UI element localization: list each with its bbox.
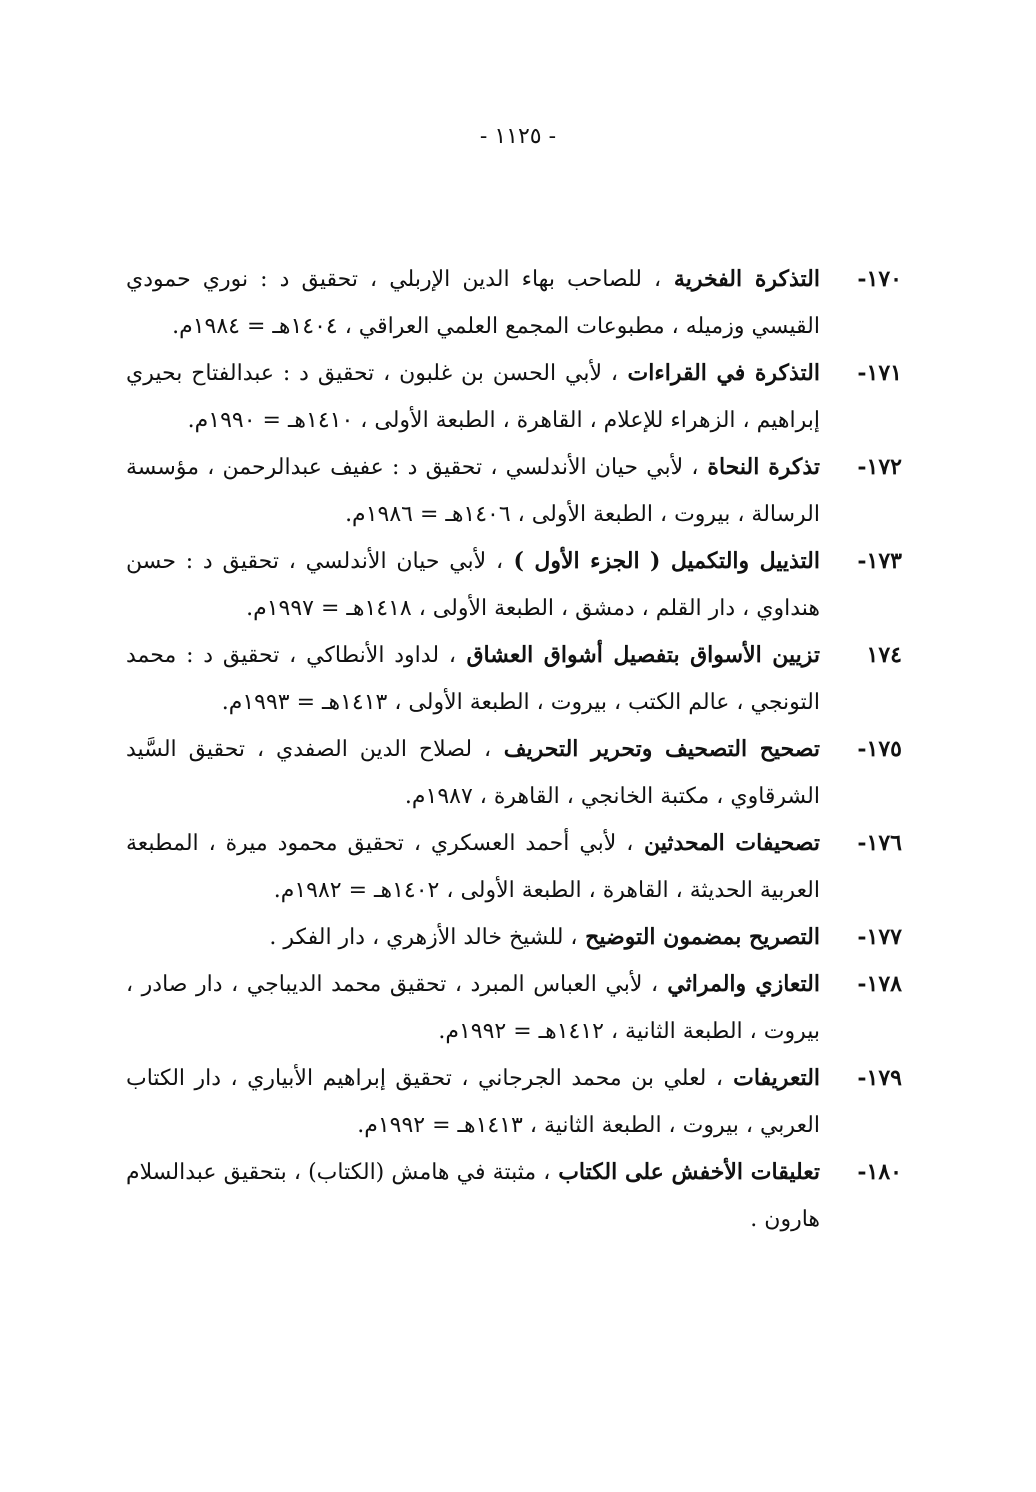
entry-number: ١٧٧-: [857, 924, 902, 950]
entry-number: ١٧٩-: [857, 1065, 902, 1091]
bibliography-entry: [126, 538, 902, 632]
bibliography-entry: [126, 914, 902, 961]
entry-number: ١٧٣-: [857, 548, 902, 574]
entry-title: تصحيفات المحدثين: [633, 830, 820, 856]
entry-title: تذكرة النحاة: [698, 454, 821, 480]
bibliography-entry: [126, 444, 902, 538]
entry-title: التصريح بمضمون التوضيح: [577, 924, 820, 950]
bibliography-entry: [126, 820, 902, 914]
entry-details: ، لأبي العباس المبرد ، تحقيق محمد الديباجي ، دار صادر ، بيروت ، الطبعة الثانية ، ١٤١٢هـ = ١٩٩٢م.: [126, 972, 820, 1044]
entry-details: ، لأبي الحسن بن غلبون ، تحقيق د : عبدالفتاح بحيري إبراهيم ، الزهراء للإعلام ، القاهرة ، الطبعة الأولى ، ١٤١٠هـ = ١٩٩٠م.: [126, 361, 820, 433]
entry-details: ، لصلاح الدين الصفدي ، تحقيق السَّيد الشرقاوي ، مكتبة الخانجي ، القاهرة ، ١٩٨٧م.: [126, 737, 820, 809]
bibliography-list: [126, 256, 902, 1243]
entry-title: تعليقات الأخفش على الكتاب: [550, 1159, 820, 1185]
bibliography-entry: [126, 350, 902, 444]
entry-title: التذكرة الفخرية: [661, 266, 820, 292]
entry-title: التعريفات: [722, 1065, 821, 1091]
entry-title: تصحيح التصحيف وتحرير التحريف: [491, 736, 820, 762]
entry-number: ١٧٨-: [857, 971, 902, 997]
entry-number: ١٧٦-: [857, 830, 902, 856]
entry-number: ١٧٥-: [857, 736, 902, 762]
entry-details: ، لعلي بن محمد الجرجاني ، تحقيق إبراهيم الأبياري ، دار الكتاب العربي ، بيروت ، الطبعة الثانية ، ١٤١٣هـ = ١٩٩٢م.: [126, 1066, 820, 1138]
entry-title: تزيين الأسواق بتفصيل أشواق العشاق: [455, 642, 820, 668]
entry-details: ، لأبي حيان الأندلسي ، تحقيق د : حسن هنداوي ، دار القلم ، دمشق ، الطبعة الأولى ، ١٤١٨هـ = ١٩٩٧م.: [126, 549, 820, 621]
entry-number: ١٨٠-: [857, 1159, 902, 1185]
bibliography-entry: [126, 1149, 902, 1243]
bibliography-entry: [126, 961, 902, 1055]
bibliography-entry: [126, 632, 902, 726]
bibliography-entry: [126, 256, 902, 350]
entry-details: ، مثبتة في هامش (الكتاب) ، بتحقيق عبدالسلام هارون .: [126, 1160, 820, 1232]
entry-title: التعازي والمراثي: [658, 971, 820, 997]
entry-number: ١٧٤: [866, 642, 902, 668]
entry-title: التذكرة في القراءات: [618, 360, 820, 386]
entry-details: ، للصاحب بهاء الدين الإربلي ، تحقيق د : نوري حمودي القيسي وزميله ، مطبوعات المجمع العلمي العراقي ، ١٤٠٤هـ = ١٩٨٤م.: [126, 267, 820, 339]
entry-details: ، للشيخ خالد الأزهري ، دار الفكر .: [269, 925, 578, 950]
entry-details: ، لأبي أحمد العسكري ، تحقيق محمود ميرة ، المطبعة العربية الحديثة ، القاهرة ، الطبعة الأولى ، ١٤٠٢هـ = ١٩٨٢م.: [126, 831, 820, 903]
entry-title: التذييل والتكميل ( الجزء الأول ): [503, 548, 820, 574]
entry-number: ١٧١-: [857, 360, 902, 386]
bibliography-entry: [126, 726, 902, 820]
entry-number: ١٧٢-: [857, 454, 902, 480]
entry-details: ، لداود الأنطاكي ، تحقيق د : محمد التونجي ، عالم الكتب ، بيروت ، الطبعة الأولى ، ١٤١٣هـ = ١٩٩٣م.: [126, 643, 820, 715]
page-number: - ١١٢٥ -: [479, 124, 557, 149]
entry-number: ١٧٠-: [857, 266, 902, 292]
entry-details: ، لأبي حيان الأندلسي ، تحقيق د : عفيف عبدالرحمن ، مؤسسة الرسالة ، بيروت ، الطبعة الأولى ، ١٤٠٦هـ = ١٩٨٦م.: [126, 455, 820, 527]
bibliography-entry: [126, 1055, 902, 1149]
